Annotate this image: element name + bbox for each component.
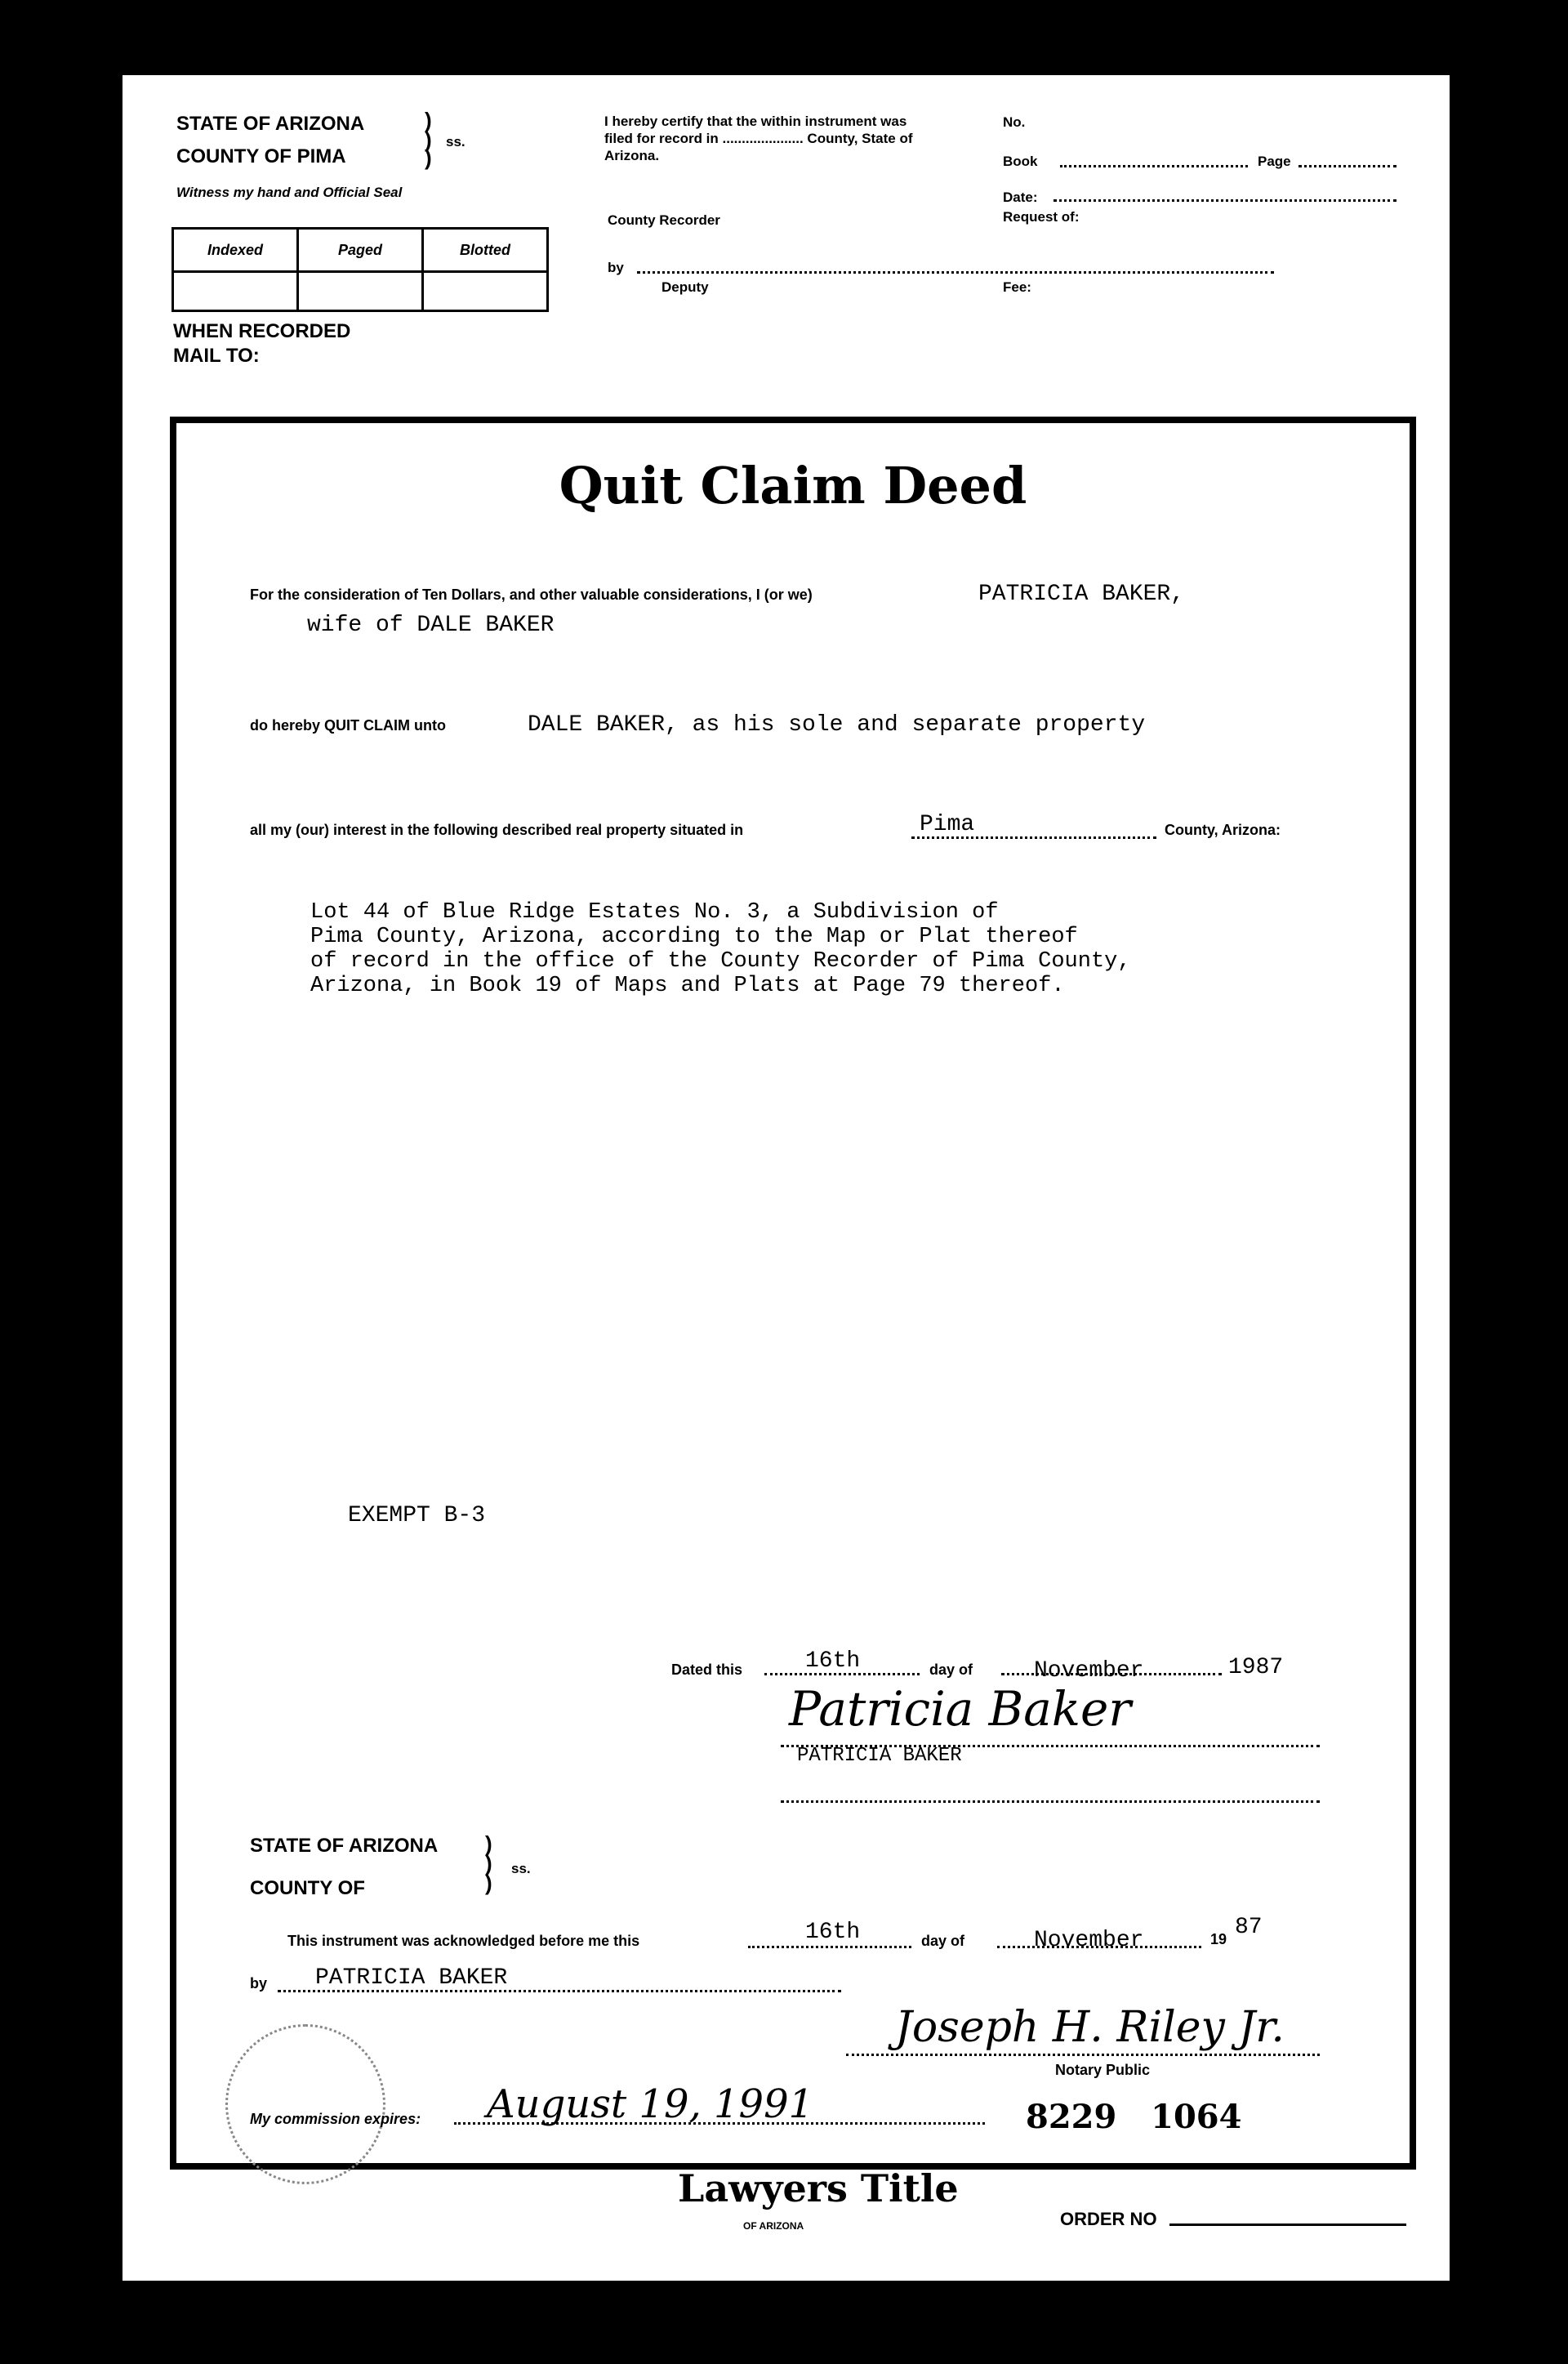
order-no-line [1169, 2223, 1406, 2226]
notary-line [846, 2054, 1320, 2056]
ack-month-line [997, 1946, 1201, 1948]
deed-title: Quit Claim Deed [559, 456, 1027, 515]
bracket: ) [485, 1851, 492, 1876]
dated-month-line [1001, 1673, 1222, 1675]
deed-frame [170, 417, 1416, 2170]
page-line [1298, 165, 1396, 167]
brand-logo: Lawyers Title [678, 2166, 959, 2210]
when-recorded: WHEN RECORDED [173, 320, 351, 342]
consideration-text: For the consideration of Ten Dollars, and other valuable considerations, I (or we) [250, 587, 813, 603]
grantor-signature: Patricia Baker [789, 1681, 1132, 1737]
bracket: ) [485, 1831, 492, 1856]
commission-label: My commission expires: [250, 2111, 421, 2127]
dated-this-label: Dated this [671, 1661, 743, 1678]
ack-day-of: day of [921, 1933, 965, 1949]
index-cell [423, 272, 548, 311]
header-state: STATE OF ARIZONA [176, 113, 365, 135]
day-of-label: day of [929, 1661, 973, 1678]
header-ss: ss. [446, 134, 466, 149]
signer-typed: PATRICIA BAKER [797, 1745, 962, 1767]
ack-by-name: PATRICIA BAKER [315, 1965, 508, 1991]
dated-day: 16th [805, 1648, 861, 1674]
ack-by-line [278, 1990, 841, 1992]
grantee-name: DALE BAKER, as his sole and separate property [528, 712, 1146, 738]
request-label: Request of: [1003, 209, 1080, 225]
interest-text: all my (our) interest in the following described real property situated in [250, 822, 744, 838]
date-line [1054, 199, 1396, 202]
bracket: ) [425, 108, 432, 132]
signature-line-2 [781, 1800, 1320, 1803]
bracket: ) [425, 127, 432, 152]
document-number: 8229 1064 [1026, 2098, 1242, 2136]
certify-text: I hereby certify that the within instrument was filed for record in ..................... County, State of Arizona. [604, 114, 913, 163]
witness-text: Witness my hand and Official Seal [176, 185, 403, 200]
ack-day: 16th [805, 1920, 861, 1945]
grantor-line2: wife of DALE BAKER [307, 613, 555, 638]
index-cell [173, 272, 298, 311]
no-label: No. [1003, 114, 1026, 130]
ack-text: This instrument was acknowledged before me this [287, 1933, 640, 1949]
commission-date: August 19, 1991 [487, 2081, 814, 2127]
bracket: ) [425, 145, 432, 170]
mail-to: MAIL TO: [173, 345, 260, 367]
dated-month: November [1034, 1658, 1144, 1684]
notary-public-label: Notary Public [1055, 2062, 1151, 2078]
ack-year-prefix: 19 [1210, 1931, 1227, 1947]
index-header-blotted: Blotted [423, 229, 548, 272]
notary-seal [225, 2024, 385, 2184]
ack-by-label: by [250, 1975, 268, 1992]
legal-description: Lot 44 of Blue Ridge Estates No. 3, a Subdivision of Pima County, Arizona, according to the Map or Plat thereof of record in the office of the County Recorder of Pima County, Arizona, in Book 19 of Maps and Plats at Page 79 thereof. [310, 900, 1131, 998]
quit-claim-text: do hereby QUIT CLAIM unto [250, 717, 446, 734]
grantor-name: PATRICIA BAKER, [978, 582, 1185, 607]
county-line [911, 836, 1156, 839]
ack-state: STATE OF ARIZONA [250, 1835, 439, 1857]
date-label: Date: [1003, 190, 1038, 205]
index-header-indexed: Indexed [173, 229, 298, 272]
header-county: COUNTY OF PIMA [176, 145, 346, 167]
deed-page [122, 75, 1450, 2281]
index-table [172, 227, 549, 312]
deputy-label: Deputy [662, 279, 709, 295]
brand-sub: OF ARIZONA [743, 2220, 804, 2232]
dated-day-line [764, 1673, 920, 1675]
exempt-code: EXEMPT B-3 [348, 1503, 486, 1528]
book-line [1060, 165, 1248, 167]
index-cell [298, 272, 423, 311]
county-recorder: County Recorder [608, 212, 720, 228]
index-header-paged: Paged [298, 229, 423, 272]
ack-ss: ss. [511, 1861, 531, 1876]
interest-suffix: County, Arizona: [1165, 822, 1281, 838]
notary-signature: Joseph H. Riley Jr. [895, 2003, 1285, 2052]
county-typed: Pima [920, 812, 975, 837]
commission-line [454, 2122, 985, 2125]
ack-year-suffix: 87 [1235, 1915, 1263, 1940]
ack-day-line [748, 1946, 911, 1948]
dated-year: 1987 [1228, 1655, 1284, 1680]
book-label: Book [1003, 154, 1038, 169]
fee-label: Fee: [1003, 279, 1031, 295]
ack-county: COUNTY OF [250, 1877, 365, 1899]
bracket: ) [485, 1871, 492, 1895]
deputy-line [637, 271, 1274, 274]
ack-month: November [1034, 1928, 1144, 1953]
by-label: by [608, 260, 624, 275]
page-label: Page [1258, 154, 1291, 169]
order-no-label: ORDER NO [1060, 2209, 1157, 2229]
